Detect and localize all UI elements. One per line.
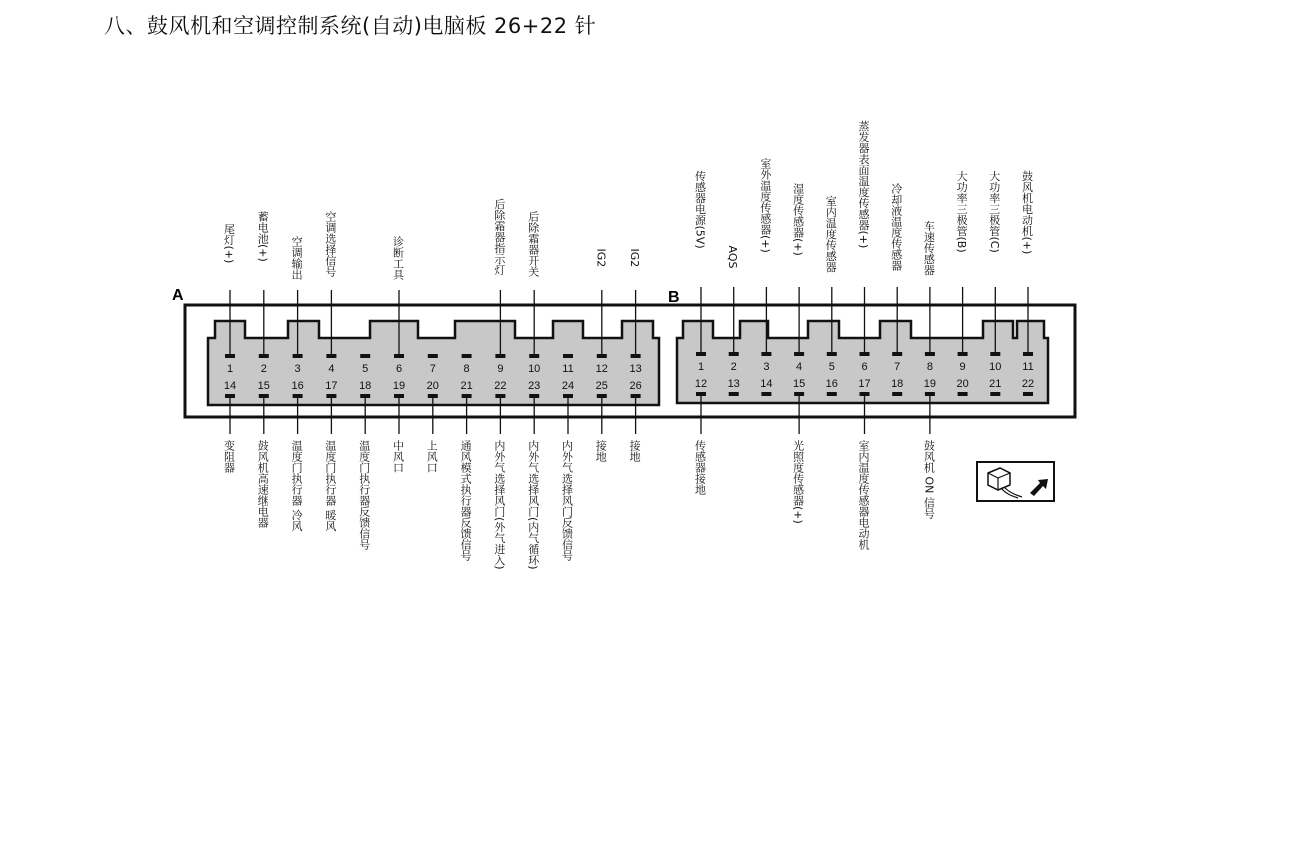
pin-number: 19 <box>923 378 937 390</box>
pin-number: 15 <box>257 380 270 392</box>
pin-label: IG2 <box>628 248 642 268</box>
pin-label: 内外气选择风门(内气循环) <box>526 440 540 570</box>
pin-b-6 <box>860 352 870 356</box>
pin-label: 光照度传感器(+) <box>791 440 805 524</box>
pin-a-4 <box>326 354 336 358</box>
pin-label: 通风模式执行器反馈信号 <box>459 440 473 561</box>
pin-number: 26 <box>629 380 642 392</box>
pin-label: 传感器接地 <box>693 440 707 495</box>
pin-number: 8 <box>463 363 470 375</box>
pin-number: 23 <box>528 380 541 392</box>
pin-label: 蒸发器表面温度传感器(+) <box>857 120 870 249</box>
pin-number: 13 <box>629 363 642 375</box>
pin-a-3 <box>293 354 303 358</box>
pin-label: 温度门执行器 冷风 <box>290 440 304 532</box>
pin-number: 14 <box>223 380 237 392</box>
connector-a-label: A <box>172 287 184 304</box>
pin-number: 1 <box>226 363 234 375</box>
pin-number: 22 <box>1021 378 1035 390</box>
pin-number: 11 <box>1022 361 1034 373</box>
pin-label: 后除霜器开关 <box>526 211 540 277</box>
pin-a-26 <box>631 394 641 398</box>
pin-number: 2 <box>730 361 737 373</box>
page-title: 八、鼓风机和空调控制系统(自动)电脑板 26+22 针 <box>104 14 597 38</box>
pin-b-8 <box>925 352 935 356</box>
pin-a-2 <box>259 354 269 358</box>
pin-a-20 <box>428 394 438 398</box>
pin-number: 8 <box>926 361 933 373</box>
pin-number: 4 <box>328 363 335 375</box>
pin-number: 13 <box>727 378 740 390</box>
pin-label: 车速传感器 <box>922 220 936 276</box>
pin-a-12 <box>597 354 607 358</box>
pin-number: 12 <box>694 378 708 390</box>
pin-label: 上风口 <box>425 440 439 473</box>
pin-label: 大功率三极管(C) <box>987 170 1001 253</box>
pin-number: 2 <box>260 363 267 375</box>
pin-number: 9 <box>959 361 966 373</box>
pin-label: 空调输出 <box>290 236 304 280</box>
pin-b-10 <box>990 352 1000 356</box>
pin-a-22 <box>495 394 505 398</box>
pin-label: 接地 <box>594 440 608 462</box>
pin-label: 内外气选择风门(外气进入) <box>492 440 506 570</box>
pin-b-16 <box>827 392 837 396</box>
pin-number: 18 <box>891 378 904 390</box>
pin-number: 4 <box>796 361 803 373</box>
pin-number: 7 <box>429 363 436 375</box>
pin-a-25 <box>597 394 607 398</box>
pin-label: 室外温度传感器(+) <box>758 158 772 253</box>
pin-b-2 <box>729 352 739 356</box>
pin-number: 19 <box>392 380 406 392</box>
pin-label: 室内温度传感器电动机 <box>857 440 870 550</box>
pin-label: 内外气选择风门反馈信号 <box>560 440 574 561</box>
pin-label: 传感器电源(5V) <box>693 170 707 249</box>
pin-label: 室内温度传感器 <box>824 195 838 273</box>
pin-label: 鼓风机高速继电器 <box>256 440 270 528</box>
pin-number: 22 <box>494 380 507 392</box>
pin-a-17 <box>326 394 336 398</box>
pin-label: 蓄电池(+) <box>256 211 270 262</box>
pin-number: 6 <box>395 363 403 375</box>
pin-label: 空调选择信号 <box>323 211 337 277</box>
pin-label: 接地 <box>628 440 642 462</box>
pin-b-7 <box>892 352 902 356</box>
pin-number: 11 <box>562 363 574 375</box>
pin-b-14 <box>761 392 771 396</box>
pin-label: 后除霜器指示灯 <box>492 198 506 276</box>
pin-b-9 <box>958 352 968 356</box>
pin-a-11 <box>563 354 573 358</box>
pin-label: AQS <box>726 245 740 269</box>
pin-label: 中风口 <box>391 440 405 473</box>
pin-b-3 <box>761 352 771 356</box>
pin-a-15 <box>259 394 269 398</box>
pin-label: 温度门执行器反馈信号 <box>357 440 371 550</box>
pin-number: 3 <box>294 363 301 375</box>
connector-b-label: B <box>668 289 680 306</box>
pin-a-24 <box>563 394 573 398</box>
pin-number: 16 <box>825 378 838 390</box>
pin-number: 20 <box>426 380 439 392</box>
pin-number: 15 <box>792 378 806 390</box>
pin-number: 18 <box>359 380 372 392</box>
pin-a-9 <box>495 354 505 358</box>
pin-a-14 <box>225 394 235 398</box>
pin-number: 5 <box>828 361 835 373</box>
pin-b-21 <box>990 392 1000 396</box>
pin-a-21 <box>462 394 472 398</box>
pin-number: 10 <box>528 363 541 375</box>
pin-label: 湿度传感器(+) <box>791 183 805 256</box>
pin-label: 鼓风机电动机(+) <box>1020 170 1034 255</box>
pin-b-17 <box>860 392 870 396</box>
pin-number: 14 <box>760 378 773 390</box>
pin-b-20 <box>958 392 968 396</box>
pin-a-16 <box>293 394 303 398</box>
pin-number: 7 <box>894 361 901 373</box>
connector-plug-icon <box>976 461 1055 502</box>
pin-a-10 <box>529 354 539 358</box>
pin-a-13 <box>631 354 641 358</box>
pin-number: 21 <box>989 378 1002 390</box>
pin-a-8 <box>462 354 472 358</box>
pin-label: 变阻器 <box>222 440 236 473</box>
pin-b-18 <box>892 392 902 396</box>
pin-a-19 <box>394 394 404 398</box>
pin-number: 17 <box>325 380 338 392</box>
pin-b-19 <box>925 392 935 396</box>
pin-b-11 <box>1023 352 1033 356</box>
pin-label: 大功率三极管(B) <box>955 170 969 253</box>
pin-number: 1 <box>697 361 705 373</box>
pin-label: 冷却液温度传感器 <box>889 183 903 271</box>
pin-b-12 <box>696 392 706 396</box>
pin-b-1 <box>696 352 706 356</box>
pin-number: 9 <box>497 363 504 375</box>
pin-a-18 <box>360 394 370 398</box>
pin-a-7 <box>428 354 438 358</box>
pin-a-1 <box>225 354 235 358</box>
pin-number: 5 <box>362 363 369 375</box>
pin-b-4 <box>794 352 804 356</box>
pin-number: 10 <box>989 361 1002 373</box>
pin-label: 温度门执行器 暖风 <box>323 440 337 532</box>
pin-number: 3 <box>763 361 770 373</box>
pin-b-5 <box>827 352 837 356</box>
pin-a-5 <box>360 354 370 358</box>
pin-number: 17 <box>858 378 871 390</box>
pin-label: IG2 <box>594 248 608 268</box>
pin-number: 20 <box>956 378 969 390</box>
pin-b-22 <box>1023 392 1033 396</box>
pin-number: 25 <box>595 380 608 392</box>
pin-number: 24 <box>561 380 575 392</box>
pin-a-6 <box>394 354 404 358</box>
pin-label: 诊断工具 <box>391 236 405 280</box>
pin-a-23 <box>529 394 539 398</box>
pin-label: 鼓风机 ON 信号 <box>922 440 936 519</box>
pin-b-13 <box>729 392 739 396</box>
pin-number: 21 <box>460 380 473 392</box>
pin-b-15 <box>794 392 804 396</box>
pin-number: 12 <box>595 363 608 375</box>
pin-number: 16 <box>291 380 304 392</box>
pin-label: 尾灯(+) <box>222 223 236 264</box>
pin-number: 6 <box>861 361 868 373</box>
